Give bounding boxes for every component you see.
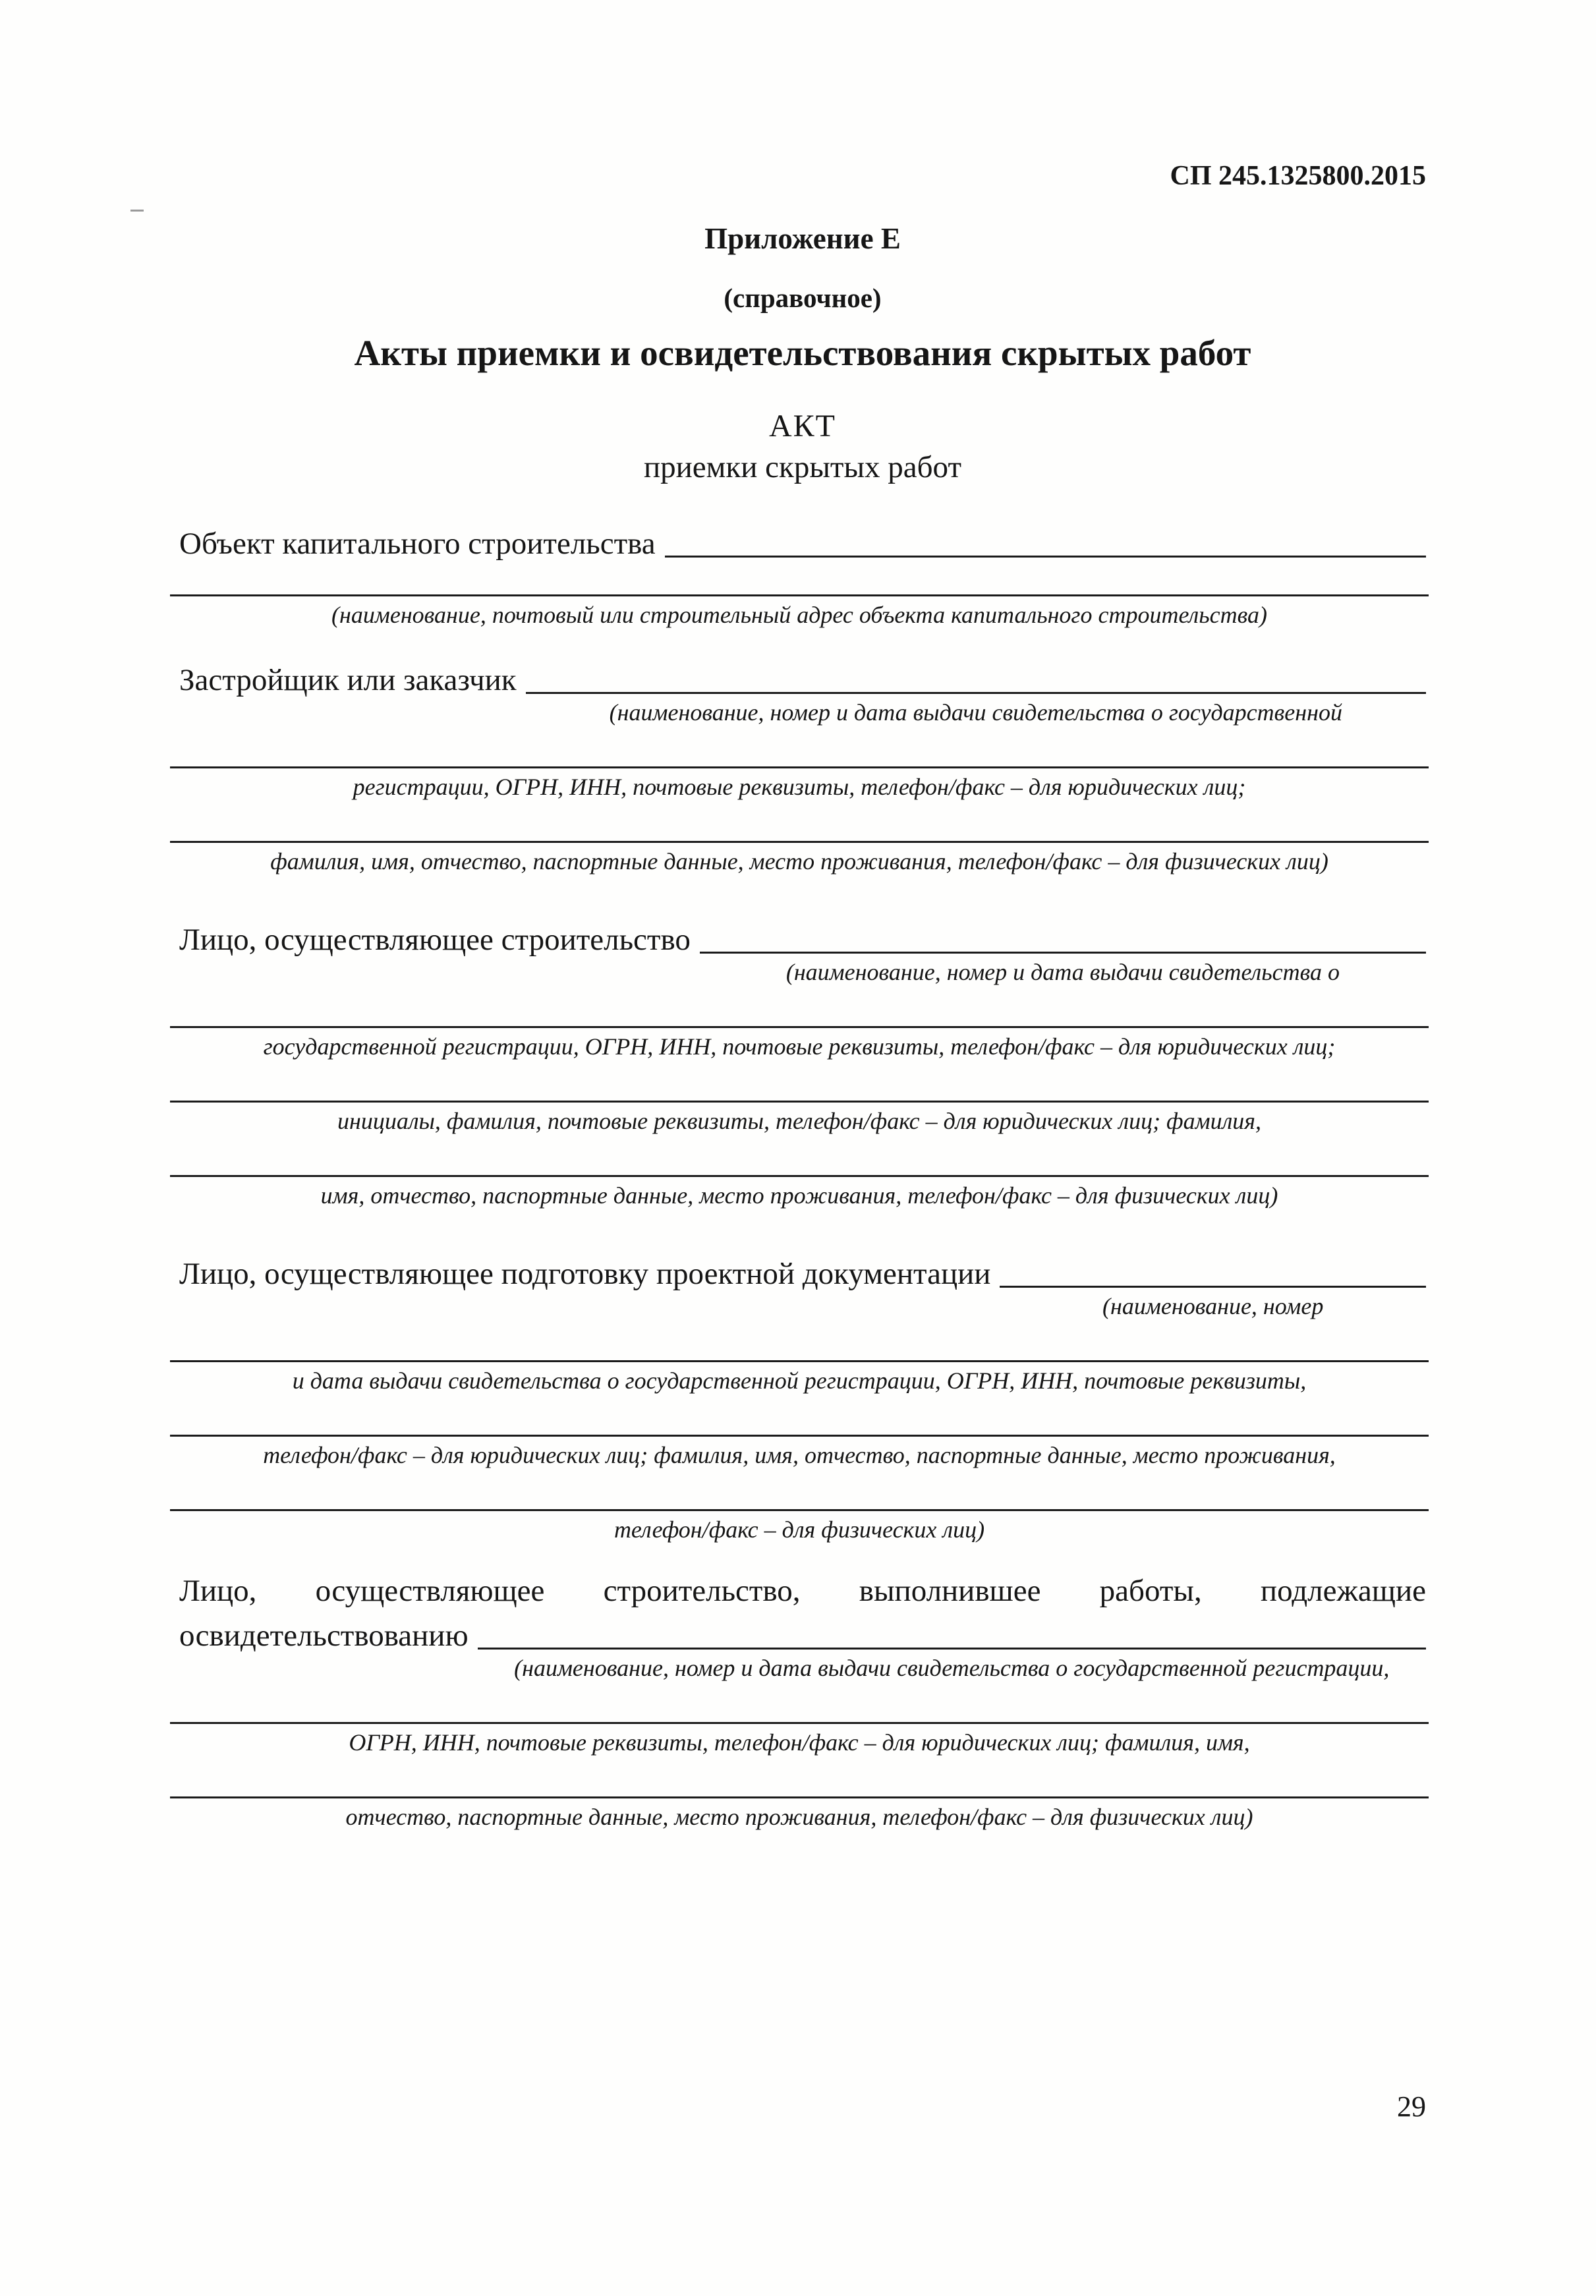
line-caption: государственной регистрации, ОГРН, ИНН, почтовые реквизиты, телефон/факс – для юридических лиц; xyxy=(263,1033,1336,1060)
line-caption: инициалы, фамилия, почтовые реквизиты, телефон/факс – для юридических лиц; фамилия, xyxy=(337,1108,1262,1134)
fill-in-blank xyxy=(526,661,1426,694)
line-caption: отчество, паспортные данные, место проживания, телефон/факс – для физических лиц) xyxy=(345,1804,1253,1830)
section-title: Акты приемки и освидетельствования скрытых работ xyxy=(354,333,1251,373)
line-caption: (наименование, почтовый или строительный адрес объекта капитального строительства) xyxy=(331,602,1267,628)
field-label-developer: Застройщик или заказчик xyxy=(179,663,517,697)
field-label-performer-line1: Лицо, осуществляющее строительство, выполнившее работы, подлежащие xyxy=(179,1574,1426,1608)
line-caption: регистрации, ОГРН, ИНН, почтовые реквизиты, телефон/факс – для юридических лиц; xyxy=(353,774,1246,800)
fill-in-line xyxy=(170,1101,1429,1135)
field-developer-or-customer xyxy=(179,661,1426,876)
field-construction-object xyxy=(179,525,1426,629)
fill-in-line xyxy=(170,1360,1429,1395)
fill-in-line xyxy=(170,1509,1429,1544)
field-construction-person xyxy=(179,921,1426,1210)
fill-in-line xyxy=(170,841,1429,876)
appendix-heading: Приложение Е xyxy=(704,222,901,255)
line-caption: телефон/факс – для физических лиц) xyxy=(613,1516,985,1543)
line-caption: имя, отчество, паспортные данные, место проживания, телефон/факс – для физических лиц) xyxy=(320,1182,1278,1209)
fill-in-blank xyxy=(700,921,1426,954)
fill-in-line xyxy=(170,1722,1429,1757)
fill-in-line xyxy=(170,1026,1429,1061)
field-label-builder: Лицо, осуществляющее строительство xyxy=(179,923,691,957)
line-caption: телефон/факс – для юридических лиц; фамилия, имя, отчество, паспортные данные, место проживания, xyxy=(263,1442,1336,1468)
inline-caption: (наименование, номер и дата выдачи свидетельства о государственной регистрации, xyxy=(514,1655,1390,1681)
act-subtitle: приемки скрытых работ xyxy=(644,450,961,484)
fill-in-line xyxy=(170,594,1429,629)
field-design-documentation-person xyxy=(179,1255,1426,1544)
line-caption: и дата выдачи свидетельства о государственной регистрации, ОГРН, ИНН, почтовые реквизиты, xyxy=(292,1367,1307,1394)
fill-in-line xyxy=(170,1175,1429,1210)
fill-in-line xyxy=(170,1796,1429,1831)
field-label-construction-object: Объект капитального строительства xyxy=(179,527,656,561)
inline-caption: (наименование, номер xyxy=(1102,1293,1324,1319)
fill-in-blank xyxy=(478,1617,1426,1650)
line-caption: ОГРН, ИНН, почтовые реквизиты, телефон/факс – для юридических лиц; фамилия, имя, xyxy=(349,1729,1250,1756)
fill-in-line xyxy=(170,1435,1429,1470)
field-label-performer-line2: освидетельствованию xyxy=(179,1619,469,1653)
appendix-kind: (справочное) xyxy=(724,283,882,313)
scan-artifact-mark xyxy=(130,210,144,212)
fill-in-blank xyxy=(665,525,1426,558)
page-number: 29 xyxy=(1397,2090,1426,2123)
line-caption: фамилия, имя, отчество, паспортные данные, место проживания, телефон/факс – для физических лиц) xyxy=(270,848,1328,875)
inline-caption: (наименование, номер и дата выдачи свидетельства о государственной xyxy=(609,699,1342,726)
field-work-performer xyxy=(179,1572,1426,1831)
document-code: СП 245.1325800.2015 xyxy=(1170,161,1426,191)
inline-caption: (наименование, номер и дата выдачи свидетельства о xyxy=(785,959,1340,985)
field-label-designer: Лицо, осуществляющее подготовку проектной документации xyxy=(179,1257,991,1291)
fill-in-line xyxy=(170,766,1429,801)
fill-in-blank xyxy=(1000,1255,1426,1288)
act-title: АКТ xyxy=(769,409,836,444)
